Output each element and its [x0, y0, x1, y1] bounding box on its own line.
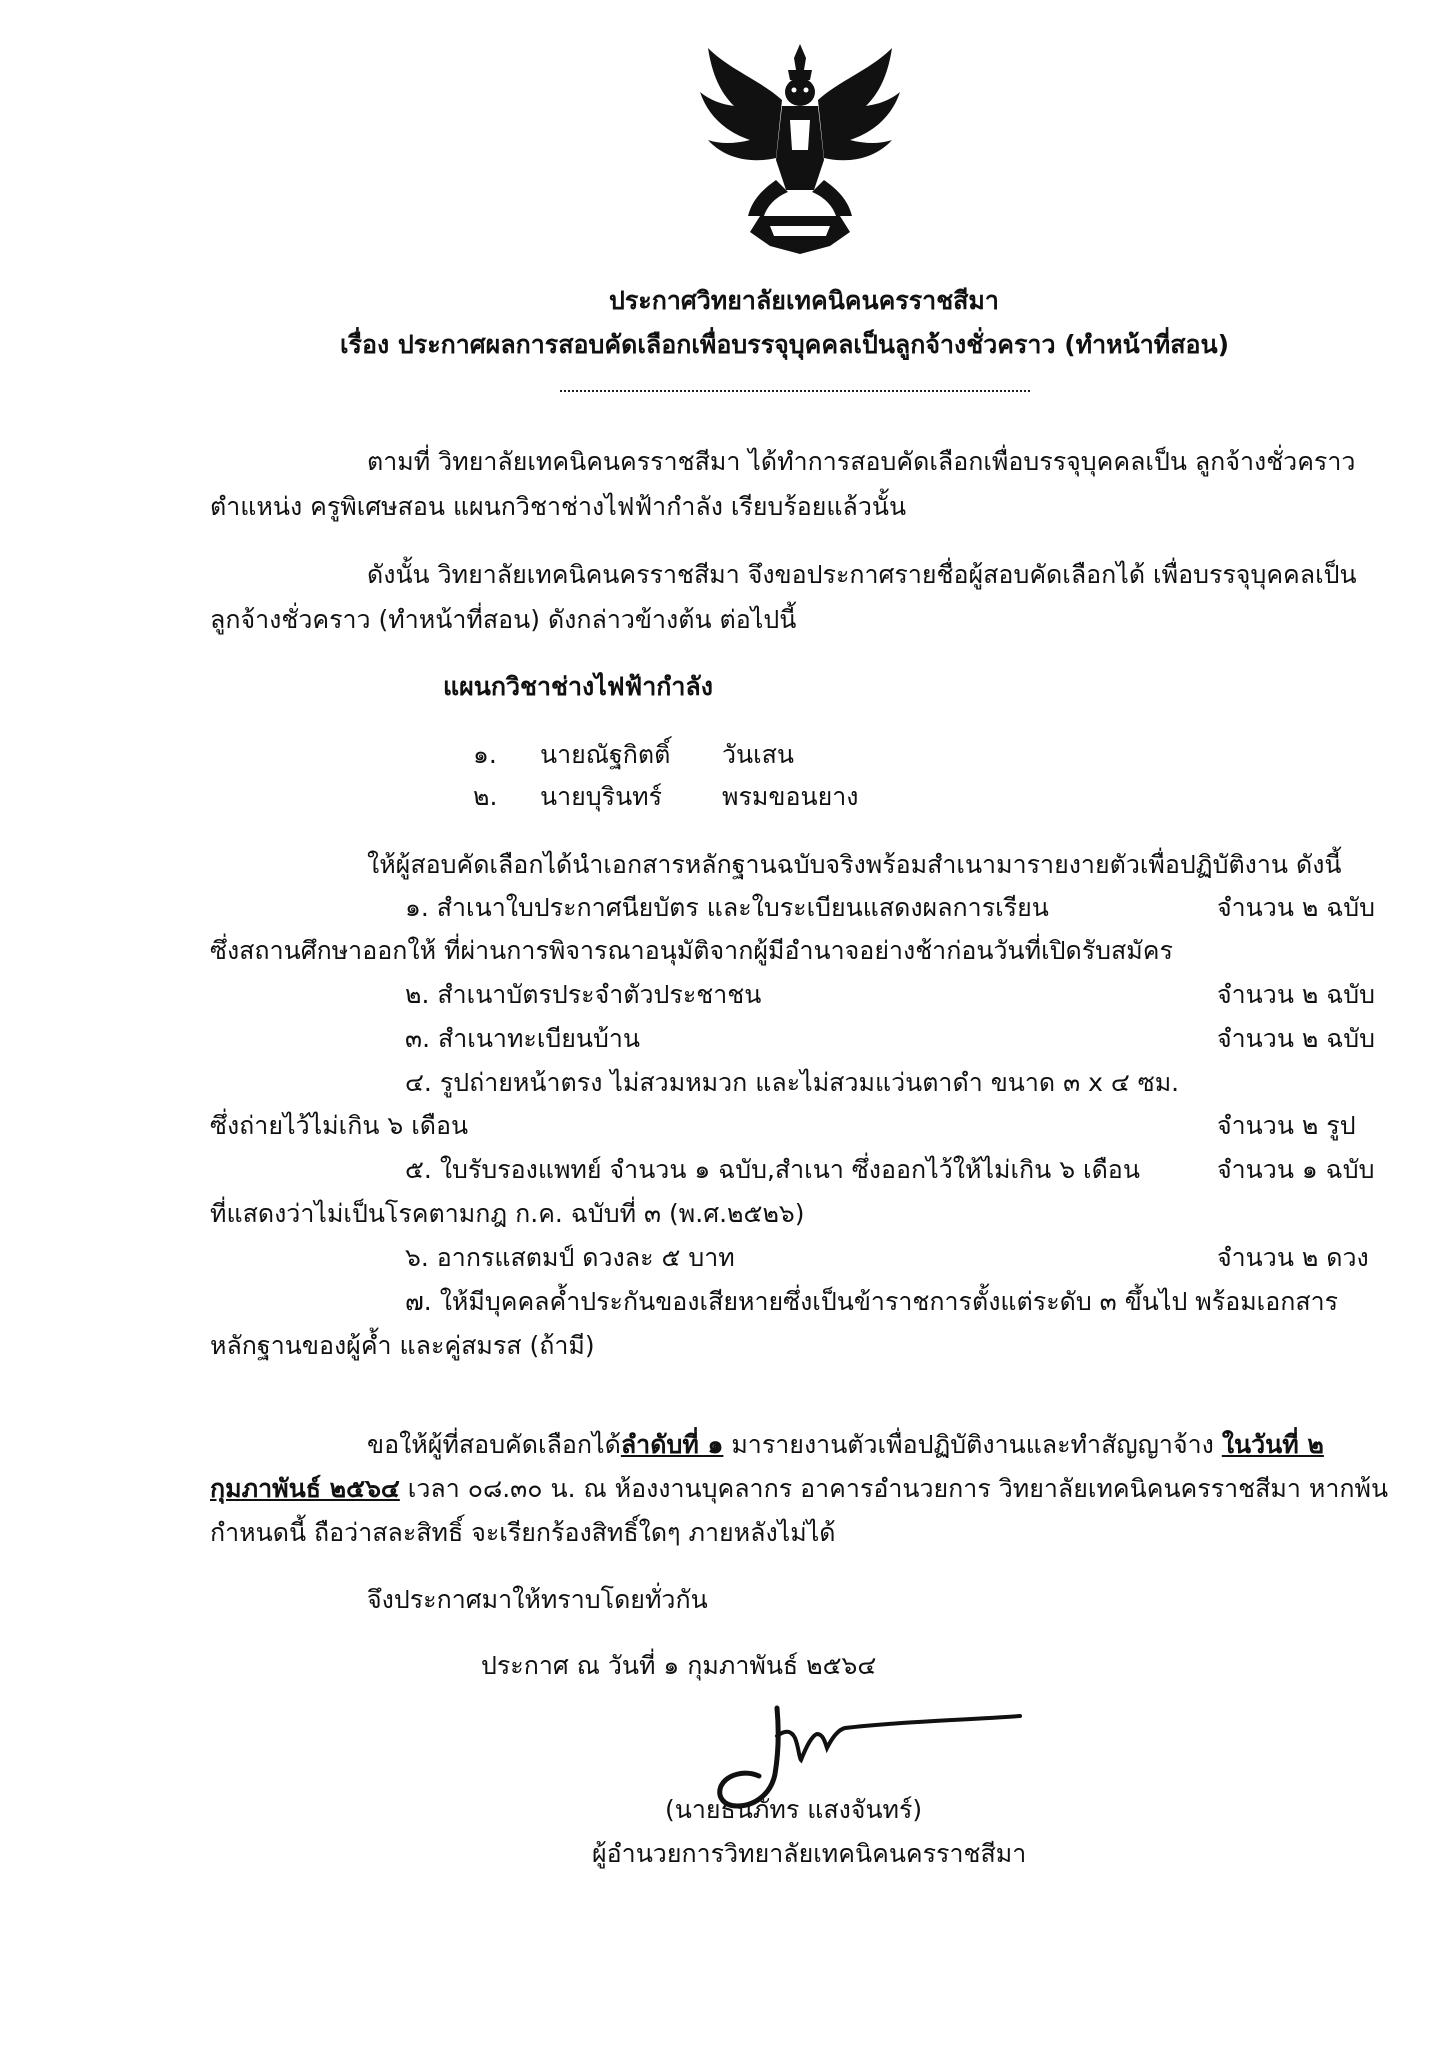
doc-item-1-quantity: จำนวน ๒ ฉบับ	[1217, 893, 1376, 922]
doc-item-4-quantity: จำนวน ๒ รูป	[1217, 1111, 1356, 1140]
doc-item-5: ๕. ใบรับรองแพทย์ จำนวน ๑ ฉบับ,สำเนา ซึ่งออกไว้ให้ไม่เกิน ๖ เดือน	[405, 1155, 1140, 1184]
para1-line1: ตามที่ วิทยาลัยเทคนิคนครราชสีมา ได้ทำการสอบคัดเลือกเพื่อบรรจุบุคคลเป็น ลูกจ้างชั่วคราว	[367, 447, 1356, 476]
doc-item-2-quantity: จำนวน ๒ ฉบับ	[1217, 980, 1376, 1009]
para1-line2: ตำแหน่ง ครูพิเศษสอน แผนกวิชาช่างไฟฟ้ากำลัง เรียบร้อยแล้วนั้น	[210, 492, 907, 521]
candidate-first-name: นายณัฐกิตติ์	[540, 740, 671, 769]
doc-item-4-detail: ซึ่งถ่ายไว้ไม่เกิน ๖ เดือน	[210, 1111, 469, 1140]
title-divider	[560, 390, 1030, 392]
report-order-emphasis: ลำดับที่ ๑	[620, 1430, 724, 1459]
doc-item-7: ๗. ให้มีบุคคลค้ำประกันของเสียหายซึ่งเป็นข้าราชการตั้งแต่ระดับ ๓ ขึ้นไป พร้อมเอกสาร	[405, 1287, 1339, 1316]
report-date-emphasis: ในวันที่ ๒	[1221, 1430, 1324, 1459]
document-subject: เรื่อง ประกาศผลการสอบคัดเลือกเพื่อบรรจุบุคคลเป็นลูกจ้างชั่วคราว (ทำหน้าที่สอน)	[340, 330, 1230, 359]
closing-statement: จึงประกาศมาให้ทราบโดยทั่วกัน	[367, 1585, 708, 1614]
para2-line2: ลูกจ้างชั่วคราว (ทำหน้าที่สอน) ดังกล่าวข้างต้น ต่อไปนี้	[210, 605, 797, 634]
candidate-no: ๒.	[473, 782, 498, 811]
signatory-name: (นายธนภัทร แสงจันทร์)	[665, 1795, 923, 1824]
para2-line1: ดังนั้น วิทยาลัยเทคนิคนครราชสีมา จึงขอประกาศรายชื่อผู้สอบคัดเลือกได้ เพื่อบรรจุบุคคลเป็น	[367, 560, 1357, 589]
doc-item-3: ๓. สำเนาทะเบียนบ้าน	[405, 1024, 641, 1053]
document-title: ประกาศวิทยาลัยเทคนิคนครราชสีมา	[609, 286, 999, 315]
candidate-last-name: วันเสน	[722, 740, 795, 769]
department-heading: แผนกวิชาช่างไฟฟ้ากำลัง	[443, 672, 713, 701]
report-date-emphasis: กุมภาพันธ์ ๒๕๖๔	[210, 1474, 400, 1503]
report-text: เวลา ๐๘.๓๐ น. ณ ห้องงานบุคลากร อาคารอำนวยการ วิทยาลัยเทคนิคนครราชสีมา หากพ้น	[399, 1474, 1389, 1503]
signatory-position: ผู้อำนวยการวิทยาลัยเทคนิคนครราชสีมา	[592, 1839, 1027, 1868]
doc-item-2: ๒. สำเนาบัตรประจำตัวประชาชน	[405, 980, 762, 1009]
announcement-date: ประกาศ ณ วันที่ ๑ กุมภาพันธ์ ๒๕๖๔	[481, 1651, 877, 1680]
doc-item-7-detail: หลักฐานของผู้ค้ำ และคู่สมรส (ถ้ามี)	[210, 1331, 595, 1360]
report-text: ขอให้ผู้ที่สอบคัดเลือกได้	[367, 1430, 621, 1459]
candidate-first-name: นายบุรินทร์	[540, 782, 663, 811]
report-line1	[367, 1430, 1324, 1460]
doc-item-6-quantity: จำนวน ๒ ดวง	[1217, 1243, 1369, 1272]
doc-item-4: ๔. รูปถ่ายหน้าตรง ไม่สวมหมวก และไม่สวมแว่นตาดำ ขนาด ๓ x ๔ ซม.	[405, 1068, 1180, 1097]
doc-item-5-detail: ที่แสดงว่าไม่เป็นโรคตามกฎ ก.ค. ฉบับที่ ๓ (พ.ศ.๒๕๒๖)	[210, 1199, 805, 1228]
documents-intro: ให้ผู้สอบคัดเลือกได้นำเอกสารหลักฐานฉบับจริงพร้อมสำเนามารายงายตัวเพื่อปฏิบัติงาน ดังนี้	[367, 850, 1342, 879]
doc-item-5-quantity: จำนวน ๑ ฉบับ	[1217, 1155, 1375, 1184]
doc-item-6: ๖. อากรแสตมป์ ดวงละ ๕ บาท	[405, 1243, 735, 1272]
doc-item-1-detail: ซึ่งสถานศึกษาออกให้ ที่ผ่านการพิจารณาอนุมัติจากผู้มีอำนาจอย่างช้าก่อนวันที่เปิดรับสมัคร	[210, 936, 1173, 965]
doc-item-1: ๑. สำเนาใบประกาศนียบัตร และใบระเบียนแสดงผลการเรียน	[405, 893, 1049, 922]
report-line3: กำหนดนี้ ถือว่าสละสิทธิ์ จะเรียกร้องสิทธิ์ใดๆ ภายหลังไม่ได้	[210, 1518, 836, 1547]
candidate-no: ๑.	[473, 740, 497, 769]
doc-item-3-quantity: จำนวน ๒ ฉบับ	[1217, 1024, 1376, 1053]
garuda-emblem-icon	[690, 40, 910, 260]
report-line2	[210, 1474, 1388, 1504]
candidate-last-name: พรมขอนยาง	[722, 782, 859, 811]
report-text: มารายงานตัวเพื่อปฏิบัติงานและทำสัญญาจ้าง	[723, 1430, 1222, 1459]
